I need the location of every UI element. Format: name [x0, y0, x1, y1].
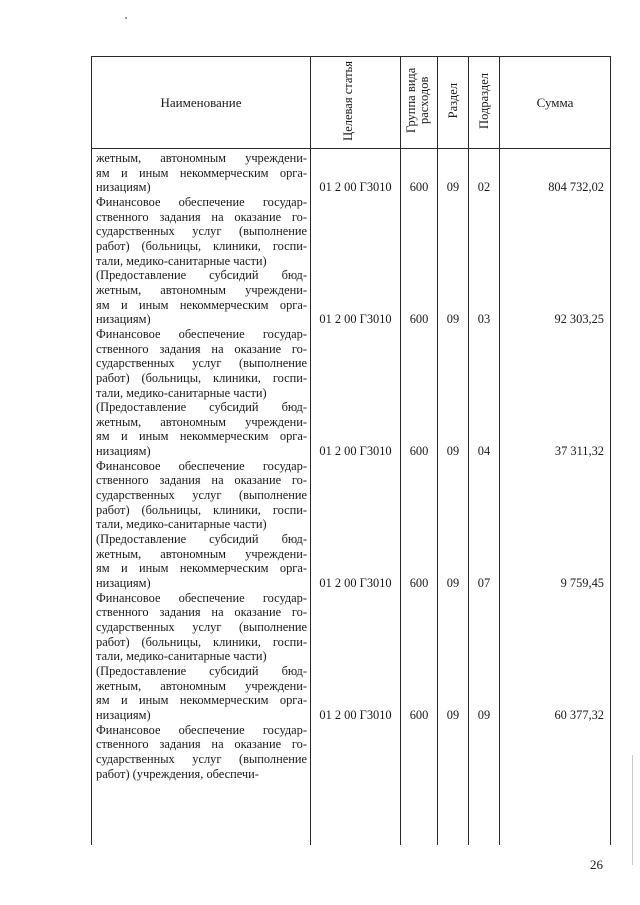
table-header-row [92, 57, 611, 149]
header-name: Наименование [92, 57, 311, 149]
header-section-label: Раздел [445, 82, 460, 119]
description-line: низациям) [96, 576, 151, 591]
description-line: работ) (учреждения, обеспечи- [96, 766, 259, 781]
description-line: тали, медико-санитарные части) [96, 385, 267, 400]
header-subsection-label: Подраздел [476, 72, 491, 129]
description-line: ственного задания на оказание го- [96, 341, 307, 356]
description-line: ственного задания на оказание го- [96, 605, 307, 620]
description-line: низациям) [96, 312, 151, 327]
header-subsection [469, 57, 500, 149]
description-line: жетным, автономным учреждени- [96, 282, 307, 297]
expense-group-value: 600 [409, 312, 429, 327]
description-text [92, 149, 310, 781]
description-line: ям и иным некоммерческим орга- [96, 693, 307, 708]
section-value: 09 [446, 444, 460, 458]
amount-column [500, 149, 611, 846]
description-line: (Предоставление субсидий бюд- [96, 268, 307, 283]
description-line: Финансовое обеспечение государ- [96, 458, 307, 473]
description-line: (Предоставление субсидий бюд- [96, 532, 307, 547]
description-line: работ) (больницы, клиники, госпи- [96, 634, 307, 649]
description-line: Финансовое обеспечение государ- [96, 590, 307, 605]
description-line: ям и иным некоммерческим орга- [96, 561, 307, 576]
description-line: жетным, автономным учреждени- [96, 546, 307, 561]
description-line: сударственных услуг (выполнение [96, 224, 307, 239]
page-number: 26 [590, 857, 603, 872]
description-line: ственного задания на оказание го- [96, 737, 307, 752]
description-cell [92, 149, 311, 846]
description-line: сударственных услуг (выполнение [96, 751, 307, 766]
description-line: низациям) [96, 180, 151, 195]
header-target-article [311, 57, 401, 149]
budget-table [91, 56, 611, 845]
section-column [438, 149, 469, 846]
expense-group-value: 600 [409, 180, 429, 195]
section-value: 09 [446, 707, 460, 722]
header-amount: Сумма [500, 57, 611, 149]
subsection-value: 02 [477, 180, 491, 195]
description-line: жетным, автономным учреждени- [96, 414, 307, 429]
target-article-value: 01 2 00 Г3010 [319, 312, 392, 327]
amount-value: 37 311,32 [554, 444, 604, 458]
section-value: 09 [446, 312, 460, 327]
target-article-value: 01 2 00 Г3010 [319, 180, 392, 195]
expense-group-value: 600 [409, 707, 429, 722]
description-line: работ) (больницы, клиники, госпи- [96, 238, 307, 253]
amount-value: 9 759,45 [560, 575, 604, 590]
subsection-column [469, 149, 500, 846]
description-line: сударственных услуг (выполнение [96, 488, 307, 503]
header-expense-group-label: Группа вида расходов [404, 67, 431, 134]
subsection-value: 07 [477, 575, 491, 590]
target-article-value: 01 2 00 Г3010 [319, 444, 392, 458]
description-line: тали, медико-санитарные части) [96, 253, 267, 268]
scan-edge-line [632, 755, 633, 865]
expense-group-value: 600 [409, 575, 429, 590]
subsection-value: 03 [477, 312, 491, 327]
description-line: работ) (больницы, клиники, госпи- [96, 370, 307, 385]
amount-value: 804 732,02 [548, 180, 604, 195]
target-article-value: 01 2 00 Г3010 [319, 575, 392, 590]
description-line: работ) (больницы, клиники, госпи- [96, 502, 307, 517]
description-line: низациям) [96, 707, 151, 722]
description-line: низациям) [96, 444, 151, 459]
description-line: тали, медико-санитарные части) [96, 517, 267, 532]
description-line: жетным, автономным учреждени- [96, 678, 307, 693]
description-line: (Предоставление субсидий бюд- [96, 400, 307, 415]
description-line: сударственных услуг (выполнение [96, 620, 307, 634]
description-line: Финансовое обеспечение государ- [96, 194, 307, 209]
description-line: ям и иным некоммерческим орга- [96, 429, 307, 444]
target-article-column [311, 149, 401, 846]
table-body-row [92, 149, 611, 846]
description-line: тали, медико-санитарные части) [96, 649, 267, 664]
amount-value: 92 303,25 [554, 312, 604, 327]
description-line: ственного задания на оказание го- [96, 209, 307, 224]
scan-artifact-dot [125, 17, 127, 19]
target-article-value: 01 2 00 Г3010 [319, 707, 392, 722]
description-line: ям и иным некоммерческим орга- [96, 297, 307, 312]
description-line: (Предоставление субсидий бюд- [96, 663, 307, 678]
description-line: Финансовое обеспечение государ- [96, 326, 307, 341]
expense-group-column [401, 149, 438, 846]
header-section [438, 57, 469, 149]
description-line: жетным, автономным учреждени- [96, 151, 307, 165]
section-value: 09 [446, 180, 460, 195]
description-line: сударственных услуг (выполнение [96, 356, 307, 371]
description-line: ям и иным некоммерческим орга- [96, 165, 307, 180]
header-target-article-label: Целевая статья [340, 60, 355, 141]
subsection-value: 09 [477, 707, 491, 722]
description-line: ственного задания на оказание го- [96, 473, 307, 488]
header-expense-group [401, 57, 438, 149]
amount-value: 60 377,32 [554, 707, 604, 722]
description-line: Финансовое обеспечение государ- [96, 722, 307, 737]
section-value: 09 [446, 575, 460, 590]
expense-group-value: 600 [409, 444, 429, 458]
subsection-value: 04 [477, 444, 491, 458]
